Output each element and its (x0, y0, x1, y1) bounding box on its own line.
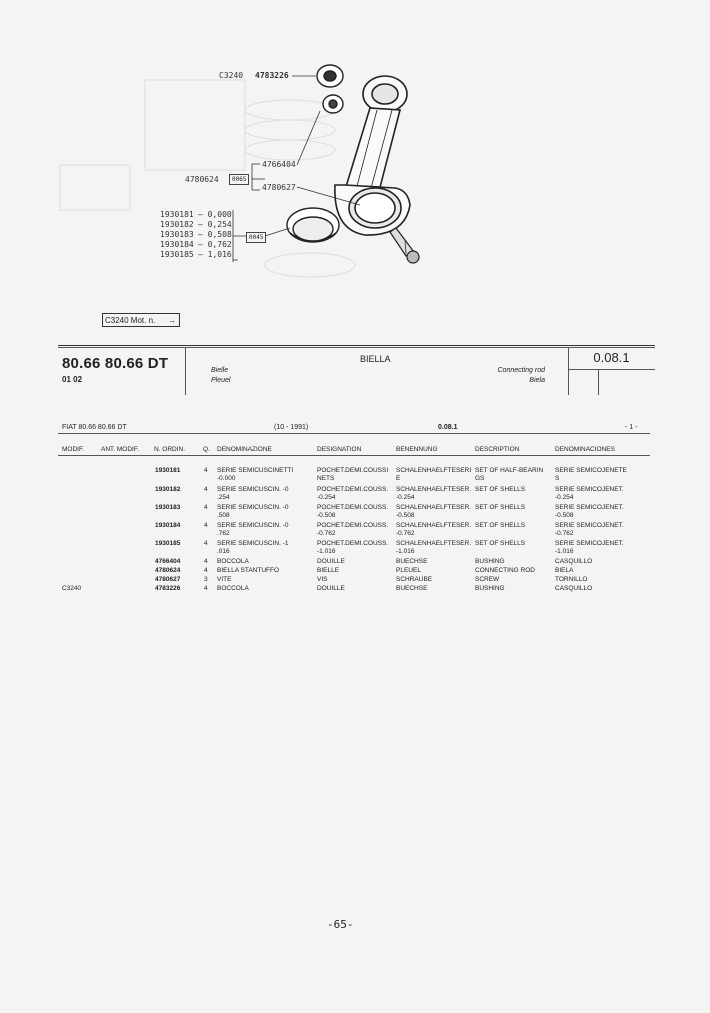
header-top-rule (58, 345, 655, 346)
cell-order-number: 1930183 (155, 504, 181, 511)
cell-denominazione: SERIE SEMICUSCIN. -0 (217, 504, 289, 511)
column-header: BENENNUNG (396, 446, 438, 453)
rod-qty-box: 0065 (229, 174, 249, 185)
cell-order-number: 4766404 (155, 558, 181, 565)
cell-order-number: 4783226 (155, 585, 181, 592)
model-divider (185, 347, 186, 395)
cell-designation: -1.016 (317, 548, 336, 555)
cell-denominazione: SERIE SEMICUSCINETTI (217, 467, 294, 474)
cell-denominaciones: -0.254 (555, 494, 574, 501)
cell-denominazione: -0.000 (217, 475, 236, 482)
connecting-rod-drawing (0, 0, 710, 340)
cell-denominazione: BIELLA STANTUFFO (217, 567, 280, 574)
cell-description: SET OF HALF-BEARIN (475, 467, 544, 474)
cell-designation: -0.762 (317, 530, 336, 537)
cell-description: SET OF SHELLS (475, 486, 526, 493)
exploded-diagram (0, 0, 710, 340)
cell-benennung: SCHRAUBE (396, 576, 433, 583)
cell-designation: POCHET.DEMI.COUSS. (317, 504, 389, 511)
cell-designation: BIELLE (317, 567, 340, 574)
cell-designation: DOUILLE (317, 558, 345, 565)
cell-designation: NETS (317, 475, 335, 482)
cell-order-number: 1930182 (155, 486, 181, 493)
column-header: ANT. MODIF. (101, 446, 139, 453)
reference-box (102, 313, 180, 327)
table-page: - 1 - (625, 424, 638, 431)
cell-order-number: 1930184 (155, 522, 181, 529)
table-years: (10 - 1991) (274, 424, 309, 431)
screw-number: 4780627 (262, 183, 296, 192)
cell-denominazione: .762 (217, 530, 230, 537)
cell-designation: -0.254 (317, 494, 336, 501)
shell-qty-box: 0045 (246, 232, 266, 243)
bolt-number: 4766404 (262, 160, 296, 169)
cell-designation: -0.508 (317, 512, 336, 519)
cell-description: SET OF SHELLS (475, 522, 526, 529)
cell-benennung: BUECHSE (396, 585, 428, 592)
cell-quantity: 4 (204, 558, 208, 565)
cell-benennung: -1.016 (396, 548, 415, 555)
cell-benennung: PLEUEL (396, 567, 421, 574)
cell-description: CONNECTING ROD (475, 567, 535, 574)
cell-quantity: 4 (204, 567, 208, 574)
cell-denominazione: BOCCOLA (217, 585, 249, 592)
part-name-es: Biela (529, 377, 545, 384)
shell-size: – 0,000 (198, 210, 232, 219)
cell-description: SET OF SHELLS (475, 540, 526, 547)
cell-denominaciones: -0.762 (555, 530, 574, 537)
shell-size: – 0,762 (198, 240, 232, 249)
shell-number: 1930181 (160, 210, 194, 219)
cell-description: SCREW (475, 576, 500, 583)
cell-designation: DOUILLE (317, 585, 345, 592)
cell-benennung: -0.762 (396, 530, 415, 537)
shell-number: 1930185 (160, 250, 194, 259)
cell-benennung: SCHALENHAELFTESER. (396, 522, 472, 529)
header-top-rule (58, 347, 655, 348)
cell-quantity: 4 (204, 540, 208, 547)
cell-denominazione: .508 (217, 512, 230, 519)
cell-denominaciones: SERIE SEMICOJENET. (555, 522, 624, 529)
column-header: DESIGNATION (317, 446, 362, 453)
shell-number: 1930183 (160, 230, 194, 239)
code-box-rule (569, 369, 655, 370)
cell-description: BUSHING (475, 558, 505, 565)
part-name-en: Connecting rod (497, 367, 545, 374)
part-name-fr: Bielle (211, 367, 229, 374)
cell-denominaciones: BIELA (555, 567, 574, 574)
cell-denominaciones: S (555, 475, 560, 482)
column-header: MODIF. (62, 446, 85, 453)
cell-denominazione: SERIE SEMICUSCIN. -1 (217, 540, 289, 547)
cell-benennung: E (396, 475, 401, 482)
cell-order-number: 4780627 (155, 576, 181, 583)
top-part-number: 4783226 (255, 71, 289, 80)
rod-number: 4780624 (185, 175, 219, 184)
column-header: Q. (203, 446, 210, 453)
shell-size: – 1,016 (198, 250, 232, 259)
cell-quantity: 4 (204, 467, 208, 474)
table-rule (58, 433, 650, 434)
cell-denominazione: VITE (217, 576, 232, 583)
cell-denominaciones: TORNILLO (555, 576, 588, 583)
cell-designation: POCHET.DEMI.COUSS. (317, 486, 389, 493)
part-name-main: BIELLA (360, 354, 391, 364)
table-header-rule (58, 455, 650, 456)
shell-number: 1930184 (160, 240, 194, 249)
model-subcode: 01 02 (62, 375, 83, 384)
cell-denominazione: BOCCOLA (217, 558, 249, 565)
column-header: DENOMINACIONES (555, 446, 615, 453)
cell-denominaciones: SERIE SEMICOJENET. (555, 540, 624, 547)
cell-quantity: 3 (204, 576, 208, 583)
column-header: DENOMINAZIONE (217, 446, 272, 453)
table-code: 0.08.1 (438, 424, 458, 431)
table-model: FIAT 80.66 80.66 DT (62, 424, 127, 431)
cell-description: GS (475, 475, 485, 482)
cell-modif: C3240 (62, 585, 82, 592)
reference-label: C3240 Mot. n. (105, 316, 156, 325)
cell-quantity: 4 (204, 486, 208, 493)
cell-designation: POCHET.DEMI.COUSSI (317, 467, 389, 474)
cell-order-number: 4780624 (155, 567, 181, 574)
shell-number: 1930182 (160, 220, 194, 229)
cell-quantity: 4 (204, 585, 208, 592)
cell-denominaciones: -0.508 (555, 512, 574, 519)
arrow-right-icon: → (168, 316, 176, 325)
cell-benennung: SCHALENHAELFTESER. (396, 486, 472, 493)
cell-denominaciones: -1.016 (555, 548, 574, 555)
cell-denominazione: .016 (217, 548, 230, 555)
part-name-de: Pleuel (211, 377, 231, 384)
cell-order-number: 1930181 (155, 467, 181, 474)
cell-benennung: -0.254 (396, 494, 415, 501)
cell-denominazione: SERIE SEMICUSCIN. -0 (217, 522, 289, 529)
top-part-code: C3240 (219, 71, 244, 80)
cell-benennung: SCHALENHAELFTESERI (396, 467, 472, 474)
shell-size: – 0,254 (198, 220, 232, 229)
cell-denominazione: .254 (217, 494, 230, 501)
cell-designation: POCHET.DEMI.COUSS. (317, 540, 389, 547)
cell-denominaciones: SERIE SEMICOJENET. (555, 504, 624, 511)
cell-denominazione: SERIE SEMICUSCIN. -0 (217, 486, 289, 493)
cell-benennung: BUECHSE (396, 558, 428, 565)
column-header: N. ORDIN. (154, 446, 186, 453)
code-box-divider (598, 369, 599, 395)
cell-designation: POCHET.DEMI.COUSS. (317, 522, 389, 529)
cell-benennung: SCHALENHAELFTESER. (396, 540, 472, 547)
cell-order-number: 1930185 (155, 540, 181, 547)
column-header: DESCRIPTION (475, 446, 520, 453)
cell-description: SET OF SHELLS (475, 504, 526, 511)
section-code: 0.08.1 (593, 350, 630, 365)
cell-quantity: 4 (204, 504, 208, 511)
cell-designation: VIS (317, 576, 328, 583)
cell-denominaciones: SERIE SEMICOJENET. (555, 486, 624, 493)
cell-denominaciones: CASQUILLO (555, 585, 593, 592)
cell-description: BUSHING (475, 585, 505, 592)
shell-size: – 0,508 (198, 230, 232, 239)
model-title: 80.66 80.66 DT (62, 355, 169, 372)
cell-benennung: -0.508 (396, 512, 415, 519)
cell-benennung: SCHALENHAELFTESER. (396, 504, 472, 511)
cell-denominaciones: SERIE SEMICOJENETE (555, 467, 627, 474)
cell-quantity: 4 (204, 522, 208, 529)
page-number: -65- (327, 918, 354, 931)
cell-denominaciones: CASQUILLO (555, 558, 593, 565)
